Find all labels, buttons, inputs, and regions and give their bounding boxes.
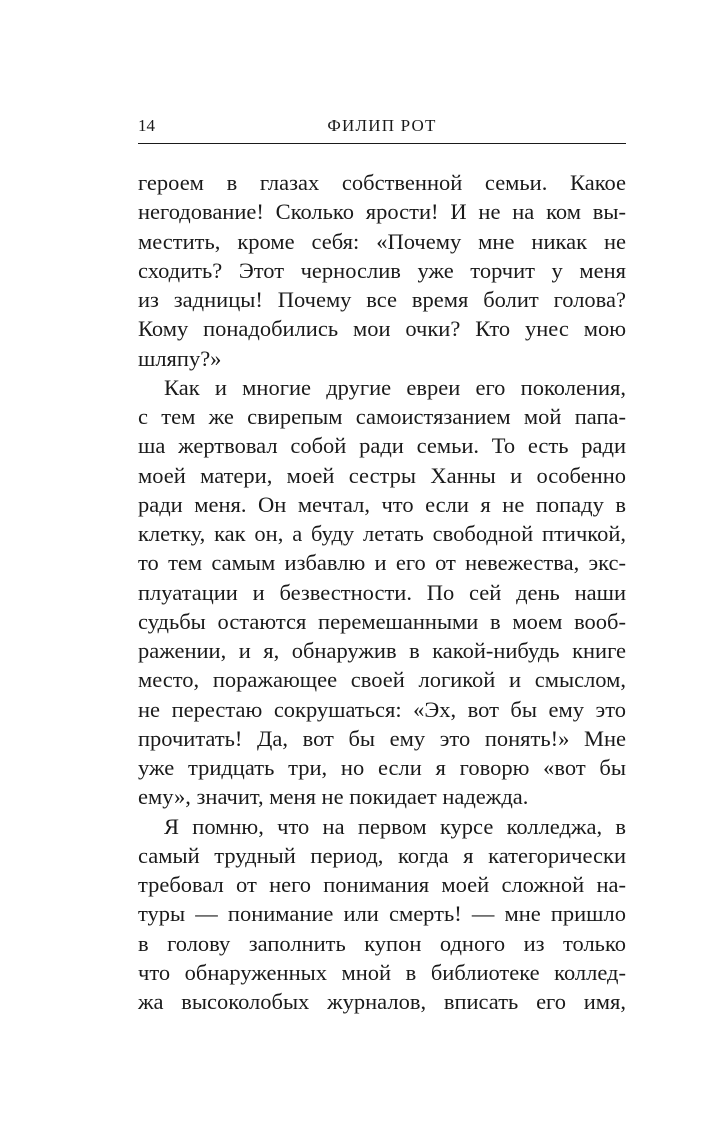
text-line: не перестаю сокрушаться: «Эх, вот бы ему это: [138, 696, 626, 722]
body-text: [138, 168, 626, 1016]
header-rule: [138, 143, 626, 144]
text-line: то тем самым избавлю и его от невежества, экс-: [138, 550, 626, 576]
text-line: место, поражающее своей логикой и смыслом,: [138, 667, 626, 693]
text-line: прочитать! Да, вот бы ему это понять!» Мне: [138, 725, 626, 751]
text-line: плуатации и безвестности. По сей день наши: [138, 579, 626, 605]
text-line: героем в глазах собственной семьи. Какое: [138, 170, 626, 195]
text-line: уже тридцать три, но если я говорю «вот бы: [138, 755, 626, 780]
text-line: Кому понадобились мои очки? Кто унес мою: [138, 316, 626, 342]
text-line: с тем же свирепым самоистязанием мой папа-: [138, 404, 626, 429]
text-line: сходить? Этот чернослив уже торчит у меня: [138, 257, 626, 283]
running-head: [138, 116, 626, 138]
text-line: ему», значит, меня не покидает надежда.: [138, 784, 529, 810]
text-line: Я помню, что на первом курсе колледжа, в: [164, 813, 626, 839]
text-line: в голову заполнить купон одного из только: [138, 930, 626, 956]
page-number: 14: [138, 116, 155, 135]
text-line: шляпу?»: [138, 345, 222, 371]
text-line: Как и многие другие евреи его поколения,: [164, 374, 626, 400]
text-line: ради меня. Он мечтал, что если я не попаду в: [138, 491, 626, 517]
text-line: местить, кроме себя: «Почему мне никак не: [138, 228, 626, 254]
text-line: требовал от него понимания моей сложной на-: [138, 872, 626, 897]
text-line: клетку, как он, а буду летать свободной птичкой,: [138, 521, 626, 546]
running-title: ФИЛИП РОТ: [327, 116, 437, 135]
text-line: моей матери, моей сестры Ханны и особенно: [138, 462, 626, 488]
text-line: что обнаруженных мной в библиотеке коллед-: [138, 959, 626, 985]
text-line: судьбы остаются перемешанными в моем вооб-: [138, 608, 626, 634]
text-line: жа высоколобых журналов, вписать его имя,: [138, 989, 626, 1014]
text-line: из задницы! Почему все время болит голова?: [138, 287, 626, 312]
text-line: ша жертвовал собой ради семьи. То есть ради: [138, 433, 626, 459]
text-line: негодование! Сколько ярости! И не на ком вы-: [138, 199, 626, 225]
text-line: туры — понимание или смерть! — мне пришло: [138, 901, 626, 927]
text-line: ражении, и я, обнаружив в какой-нибудь книге: [138, 638, 626, 663]
text-line: самый трудный период, когда я категорически: [138, 842, 626, 868]
